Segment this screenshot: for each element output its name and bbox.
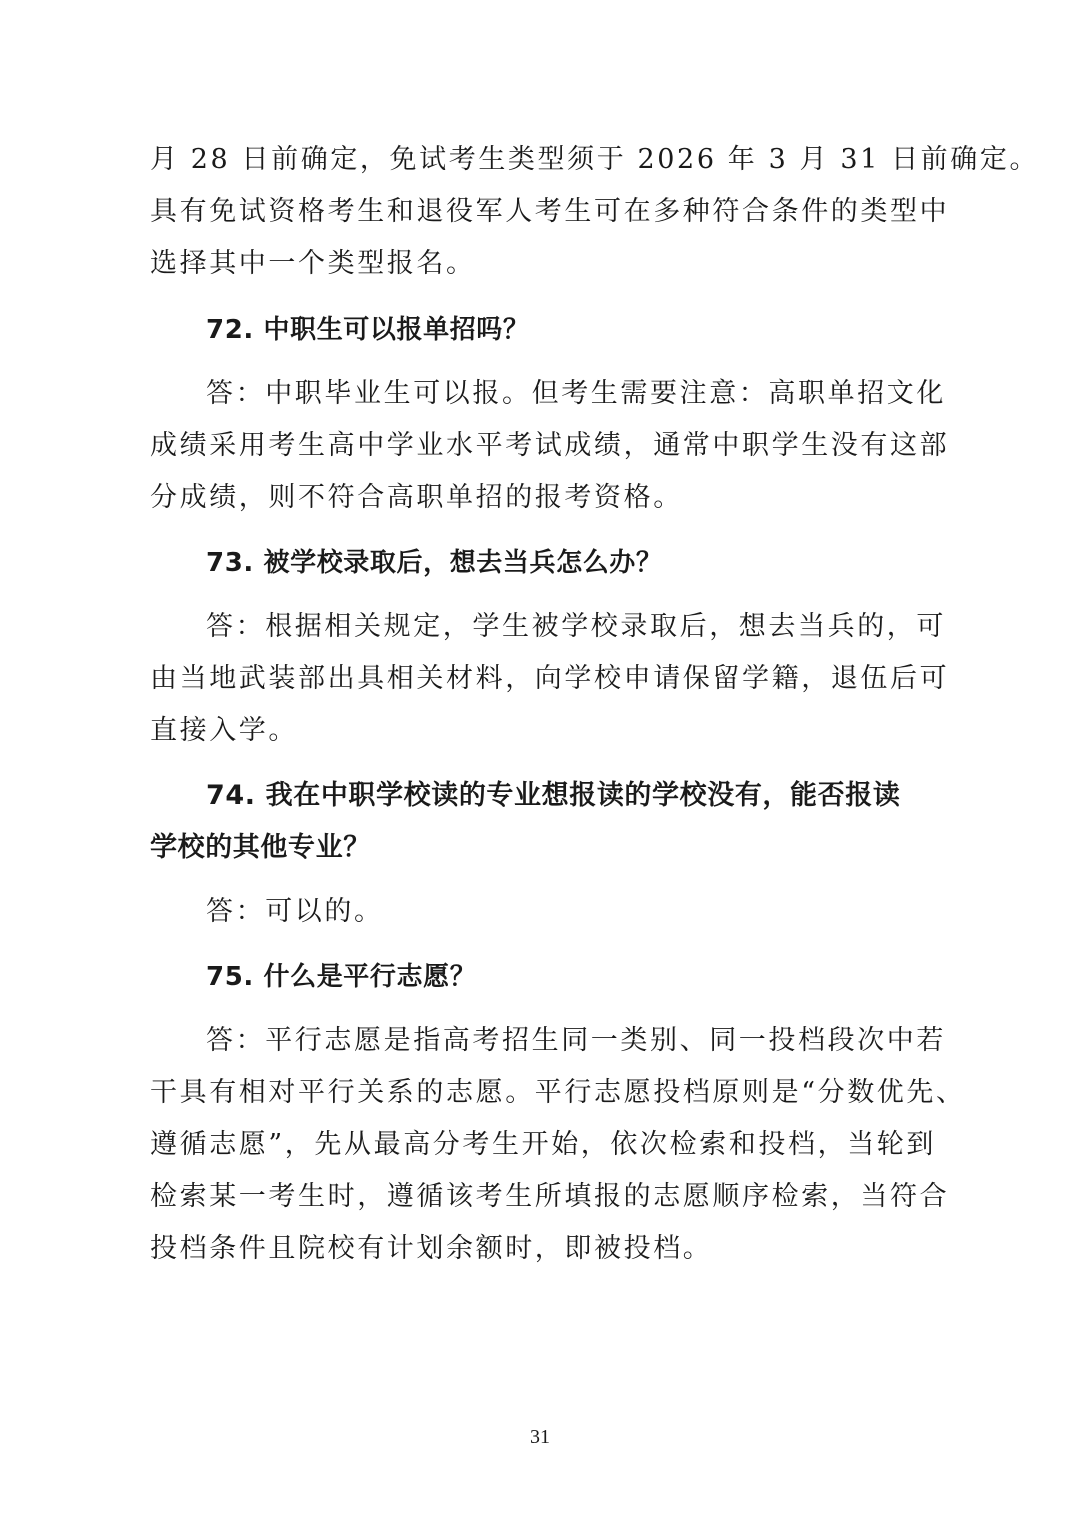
question-heading: 学校的其他专业？ bbox=[150, 832, 371, 863]
body-text-line: 月 28 日前确定，免试考生类型须于 2026 年 3 月 31 日前确定。 bbox=[150, 144, 1040, 175]
question-heading: 74. 我在中职学校读的专业想报读的学校没有，能否报读 bbox=[206, 780, 901, 811]
answer-text-line: 投档条件且院校有计划余额时，即被投档。 bbox=[150, 1233, 713, 1264]
answer-text-line: 由当地武装部出具相关材料，向学校申请保留学籍，退伍后可 bbox=[150, 663, 950, 694]
page-number: 31 bbox=[530, 1426, 550, 1448]
answer-text-line: 答：平行志愿是指高考招生同一类别、同一投档段次中若 bbox=[206, 1025, 946, 1056]
answer-text-line: 检索某一考生时，遵循该考生所填报的志愿顺序检索，当符合 bbox=[150, 1181, 950, 1212]
answer-text-line: 直接入学。 bbox=[150, 715, 298, 746]
answer-text-line: 答：中职毕业生可以报。但考生需要注意：高职单招文化 bbox=[206, 378, 946, 409]
answer-text-line: 答：根据相关规定，学生被学校录取后，想去当兵的，可 bbox=[206, 611, 946, 642]
answer-text-line: 成绩采用考生高中学业水平考试成绩，通常中职学生没有这部 bbox=[150, 430, 950, 461]
answer-text-line: 答：可以的。 bbox=[206, 896, 384, 927]
answer-text-line: 遵循志愿”，先从最高分考生开始，依次检索和投档，当轮到 bbox=[150, 1129, 937, 1160]
answer-text-line: 分成绩，则不符合高职单招的报考资格。 bbox=[150, 482, 683, 513]
body-text-line: 选择其中一个类型报名。 bbox=[150, 248, 476, 279]
question-heading: 75. 什么是平行志愿？ bbox=[206, 962, 477, 992]
question-heading: 73. 被学校录取后，想去当兵怎么办？ bbox=[206, 548, 663, 578]
body-text-line: 具有免试资格考生和退役军人考生可在多种符合条件的类型中 bbox=[150, 196, 950, 227]
question-heading: 72. 中职生可以报单招吗？ bbox=[206, 315, 530, 345]
answer-text-line: 干具有相对平行关系的志愿。平行志愿投档原则是“分数优先、 bbox=[150, 1077, 966, 1108]
